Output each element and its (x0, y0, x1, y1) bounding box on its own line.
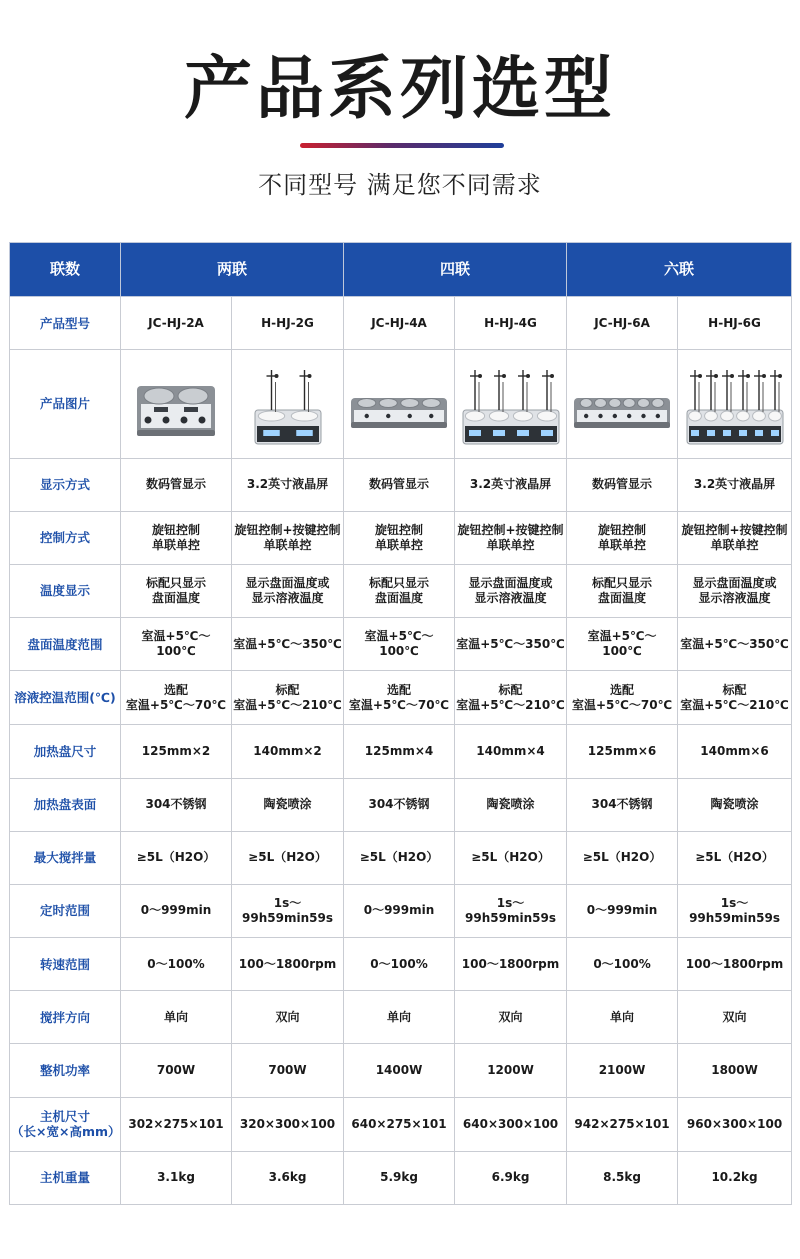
row-label: 最大搅拌量 (10, 831, 121, 884)
spec-value: 单联单控 (263, 537, 312, 552)
spec-value: 双向 (275, 1009, 300, 1024)
table-row (10, 350, 792, 458)
spec-value: 单向 (387, 1009, 412, 1024)
spec-value: 显示溶液温度 (698, 590, 771, 605)
spec-value: 双向 (722, 1009, 747, 1024)
spec-value: 0～100% (593, 956, 651, 971)
spec-value: 室温+5℃～100℃ (141, 629, 211, 659)
spec-value: 旋钮控制+按键控制 (457, 522, 564, 537)
spec-value: 标配 (498, 682, 523, 697)
spec-cell (567, 511, 678, 564)
spec-cell (121, 884, 232, 937)
product-image-cell (455, 350, 567, 458)
spec-value: 单向 (610, 1009, 635, 1024)
spec-cell (121, 564, 232, 617)
spec-value: 6.9kg (491, 1170, 530, 1185)
spec-cell (232, 671, 344, 725)
spec-value: 0～100% (370, 956, 428, 971)
spec-value: 1400W (375, 1062, 423, 1077)
row-label-line: （长×宽×高mm） (11, 1124, 121, 1140)
spec-cell (567, 884, 678, 937)
spec-value: 旋钮控制+按键控制 (234, 522, 341, 537)
spec-cell (455, 564, 567, 617)
spec-cell (344, 671, 455, 725)
spec-value: 1s～99h59min59s (689, 895, 781, 925)
spec-value: 3.2英寸液晶屏 (246, 477, 329, 492)
spec-value: 室温+5℃～100℃ (364, 629, 434, 659)
spec-value: 125mm×2 (141, 743, 211, 758)
spec-cell (121, 725, 232, 778)
spec-cell (232, 831, 344, 884)
row-label: 定时范围 (10, 884, 121, 937)
spec-cell (455, 778, 567, 831)
table-row (10, 1151, 792, 1204)
spec-value: 0～999min (586, 903, 658, 918)
row-label: 转速范围 (10, 938, 121, 991)
header-cell-group-label: 联数 (10, 243, 121, 297)
spec-cell (232, 511, 344, 564)
spec-cell (344, 511, 455, 564)
row-label (10, 1097, 121, 1151)
spec-value: 室温+5℃～210℃ (233, 697, 342, 712)
spec-cell (455, 1097, 567, 1151)
spec-value: 0～999min (140, 903, 212, 918)
product-image (459, 358, 563, 450)
spec-cell (455, 618, 567, 671)
spec-cell (567, 297, 678, 350)
spec-value: 室温+5℃～70℃ (125, 697, 227, 712)
spec-value: 双向 (498, 1009, 523, 1024)
spec-cell (232, 618, 344, 671)
row-label: 产品型号 (10, 297, 121, 350)
spec-cell (232, 991, 344, 1044)
spec-value: 旋钮控制 (375, 522, 424, 537)
spec-cell (678, 1097, 792, 1151)
spec-value: 700W (156, 1062, 196, 1077)
page-title: 产品系列选型 (183, 50, 616, 129)
spec-cell (121, 511, 232, 564)
row-label: 产品图片 (10, 350, 121, 458)
spec-cell (455, 725, 567, 778)
spec-value: 显示盘面温度或 (245, 575, 330, 590)
spec-value: H-HJ-2G (261, 315, 314, 330)
spec-value: 100～1800rpm (461, 956, 560, 971)
spec-value: 室温+5℃～70℃ (348, 697, 450, 712)
row-label: 整机功率 (10, 1044, 121, 1097)
spec-cell (455, 938, 567, 991)
spec-value: 2100W (598, 1062, 646, 1077)
spec-cell (121, 778, 232, 831)
spec-cell (678, 831, 792, 884)
spec-cell (232, 1151, 344, 1204)
spec-value: 旋钮控制 (151, 522, 200, 537)
spec-cell (567, 1097, 678, 1151)
spec-value: 数码管显示 (592, 477, 653, 492)
spec-value: 1200W (487, 1062, 534, 1077)
spec-value: 旋钮控制+按键控制 (681, 522, 788, 537)
spec-value: 0～100% (147, 956, 205, 971)
spec-value: 盘面温度 (151, 590, 200, 605)
row-label: 加热盘尺寸 (10, 725, 121, 778)
spec-cell (232, 564, 344, 617)
spec-cell (232, 725, 344, 778)
spec-cell (344, 458, 455, 511)
product-image-cell (567, 350, 678, 458)
spec-value: 10.2kg (711, 1170, 758, 1185)
spec-cell (455, 458, 567, 511)
spec-cell (567, 1151, 678, 1204)
product-image-cell (121, 350, 232, 458)
spec-value: 标配 (722, 682, 747, 697)
row-label-line: 主机尺寸 (39, 1109, 90, 1125)
spec-cell (121, 671, 232, 725)
spec-cell (567, 991, 678, 1044)
product-image (683, 358, 787, 450)
spec-value: 单联单控 (375, 537, 424, 552)
spec-value: 304不锈钢 (145, 797, 207, 812)
spec-cell (678, 618, 792, 671)
spec-cell (121, 1151, 232, 1204)
spec-cell (678, 991, 792, 1044)
spec-cell (455, 671, 567, 725)
spec-value: 140mm×4 (476, 743, 545, 758)
table-row (10, 1097, 792, 1151)
row-label: 加热盘表面 (10, 778, 121, 831)
spec-value: 3.2英寸液晶屏 (693, 477, 776, 492)
table-row (10, 778, 792, 831)
row-label: 搅拌方向 (10, 991, 121, 1044)
product-image-cell (678, 350, 792, 458)
spec-cell (232, 1097, 344, 1151)
header-cell-group: 六联 (567, 243, 792, 297)
spec-value: 选配 (610, 682, 635, 697)
spec-value: 700W (268, 1062, 307, 1077)
spec-value: ≥5L（H2O） (136, 850, 216, 865)
product-image (347, 358, 451, 450)
spec-value: 盘面温度 (375, 590, 424, 605)
spec-value: 选配 (387, 682, 412, 697)
spec-value: 1s～99h59min59s (465, 895, 556, 925)
spec-value: 室温+5℃～350℃ (680, 636, 789, 651)
header-cell-group: 两联 (121, 243, 344, 297)
row-label: 控制方式 (10, 511, 121, 564)
spec-cell (678, 511, 792, 564)
spec-value: 1s～99h59min59s (242, 895, 333, 925)
spec-value: 100～1800rpm (238, 956, 337, 971)
spec-value: 单联单控 (151, 537, 200, 552)
spec-cell (232, 938, 344, 991)
spec-cell (121, 297, 232, 350)
spec-value: 陶瓷喷涂 (486, 797, 535, 812)
spec-cell (567, 618, 678, 671)
row-label: 溶液控温范围(℃) (10, 671, 121, 725)
product-image (236, 358, 340, 450)
spec-cell (567, 725, 678, 778)
spec-cell (344, 564, 455, 617)
spec-value: 室温+5℃～100℃ (587, 629, 657, 659)
spec-value: 1800W (711, 1062, 758, 1077)
spec-value: ≥5L（H2O） (359, 850, 439, 865)
spec-cell (121, 991, 232, 1044)
spec-value: 室温+5℃～210℃ (456, 697, 565, 712)
spec-cell (121, 618, 232, 671)
spec-cell (344, 1097, 455, 1151)
header-cell-group: 四联 (344, 243, 567, 297)
spec-cell (344, 725, 455, 778)
spec-cell (678, 458, 792, 511)
page-subtitle: 不同型号 满足您不同需求 (258, 171, 542, 199)
spec-value: JC-HJ-6A (594, 315, 650, 330)
title-underline (300, 143, 504, 148)
spec-cell (455, 511, 567, 564)
row-label: 主机重量 (10, 1151, 121, 1204)
spec-value: 室温+5℃～350℃ (233, 636, 342, 651)
spec-value: 942×275×101 (574, 1116, 670, 1131)
spec-value: 陶瓷喷涂 (263, 797, 312, 812)
table-row (10, 938, 792, 991)
spec-cell (121, 1097, 232, 1151)
spec-cell (232, 297, 344, 350)
spec-value: 单向 (163, 1009, 188, 1024)
spec-value: 304不锈钢 (591, 797, 653, 812)
spec-value: 3.2英寸液晶屏 (469, 477, 552, 492)
spec-value: 140mm×6 (700, 743, 769, 758)
spec-value: 选配 (163, 682, 188, 697)
spec-cell (678, 297, 792, 350)
spec-value: 数码管显示 (145, 477, 206, 492)
spec-cell (567, 831, 678, 884)
spec-value: H-HJ-4G (484, 315, 537, 330)
spec-cell (344, 778, 455, 831)
spec-cell (678, 1044, 792, 1097)
spec-value: 标配只显示 (369, 575, 430, 590)
spec-value: ≥5L（H2O） (471, 850, 550, 865)
product-image-cell (232, 350, 344, 458)
spec-cell (567, 564, 678, 617)
spec-cell (455, 1151, 567, 1204)
row-label: 温度显示 (10, 564, 121, 617)
spec-value: 陶瓷喷涂 (710, 797, 759, 812)
spec-cell (567, 778, 678, 831)
spec-cell (678, 1151, 792, 1204)
spec-cell (232, 458, 344, 511)
product-image-cell (344, 350, 455, 458)
spec-cell (455, 831, 567, 884)
spec-cell (678, 725, 792, 778)
spec-value: 标配 (275, 682, 300, 697)
spec-value: 3.1kg (157, 1170, 195, 1185)
spec-value: 数码管显示 (369, 477, 430, 492)
spec-cell (567, 458, 678, 511)
spec-cell (121, 458, 232, 511)
spec-cell (121, 1044, 232, 1097)
spec-value: 显示盘面温度或 (692, 575, 777, 590)
spec-cell (344, 618, 455, 671)
spec-value: 单联单控 (710, 537, 759, 552)
spec-cell (344, 297, 455, 350)
spec-cell (232, 778, 344, 831)
table-row (10, 725, 792, 778)
spec-value: 单联单控 (486, 537, 535, 552)
spec-cell (567, 671, 678, 725)
spec-value: JC-HJ-4A (371, 315, 427, 330)
table-row (10, 884, 792, 937)
spec-cell (232, 884, 344, 937)
spec-value: 5.9kg (380, 1170, 418, 1185)
spec-value: 8.5kg (603, 1170, 641, 1185)
table-row (10, 297, 792, 350)
spec-value: 3.6kg (268, 1170, 307, 1185)
table-row (10, 991, 792, 1044)
product-image (570, 358, 674, 450)
spec-cell (567, 1044, 678, 1097)
spec-value: 125mm×4 (364, 743, 434, 758)
spec-value: 室温+5℃～210℃ (680, 697, 789, 712)
spec-value: ≥5L（H2O） (582, 850, 662, 865)
spec-cell (455, 884, 567, 937)
spec-value: 室温+5℃～350℃ (456, 636, 565, 651)
spec-value: 显示溶液温度 (474, 590, 547, 605)
spec-cell (344, 938, 455, 991)
spec-value: 640×300×100 (462, 1116, 559, 1131)
spec-cell (121, 831, 232, 884)
spec-value: ≥5L（H2O） (248, 850, 327, 865)
spec-cell (344, 1151, 455, 1204)
table-row (10, 564, 792, 617)
spec-cell (344, 1044, 455, 1097)
table-row (10, 831, 792, 884)
spec-value: 盘面温度 (598, 590, 647, 605)
spec-cell (678, 938, 792, 991)
row-label: 显示方式 (10, 458, 121, 511)
spec-value: 旋钮控制 (598, 522, 647, 537)
spec-cell (121, 938, 232, 991)
spec-cell (344, 831, 455, 884)
spec-value: 125mm×6 (587, 743, 657, 758)
spec-value: H-HJ-6G (708, 315, 761, 330)
product-image (124, 358, 228, 450)
spec-value: 320×300×100 (239, 1116, 336, 1131)
spec-cell (232, 1044, 344, 1097)
spec-cell (678, 564, 792, 617)
table-row (10, 671, 792, 725)
spec-value: JC-HJ-2A (148, 315, 204, 330)
spec-cell (678, 884, 792, 937)
spec-value: 显示盘面温度或 (468, 575, 553, 590)
spec-cell (567, 938, 678, 991)
table-row (10, 618, 792, 671)
spec-value: 标配只显示 (145, 575, 206, 590)
table-row (10, 458, 792, 511)
spec-cell (678, 671, 792, 725)
spec-value: 显示溶液温度 (251, 590, 324, 605)
spec-cell (344, 991, 455, 1044)
spec-value: 室温+5℃～70℃ (571, 697, 673, 712)
spec-value: 640×275×101 (351, 1116, 447, 1131)
spec-value: 960×300×100 (686, 1116, 783, 1131)
spec-value: 140mm×2 (253, 743, 322, 758)
table-row (10, 511, 792, 564)
spec-cell (344, 884, 455, 937)
row-label: 盘面温度范围 (10, 618, 121, 671)
spec-cell (678, 778, 792, 831)
spec-cell (455, 1044, 567, 1097)
spec-value: 304不锈钢 (368, 797, 430, 812)
spec-value: 302×275×101 (128, 1116, 224, 1131)
spec-value: 0～999min (363, 903, 435, 918)
spec-value: 单联单控 (598, 537, 647, 552)
spec-value: 标配只显示 (592, 575, 653, 590)
spec-value: 100～1800rpm (685, 956, 784, 971)
spec-cell (455, 991, 567, 1044)
table-header-row (10, 243, 792, 297)
table-row (10, 1044, 792, 1097)
spec-value: ≥5L（H2O） (695, 850, 774, 865)
spec-table (9, 242, 792, 1205)
spec-cell (455, 297, 567, 350)
